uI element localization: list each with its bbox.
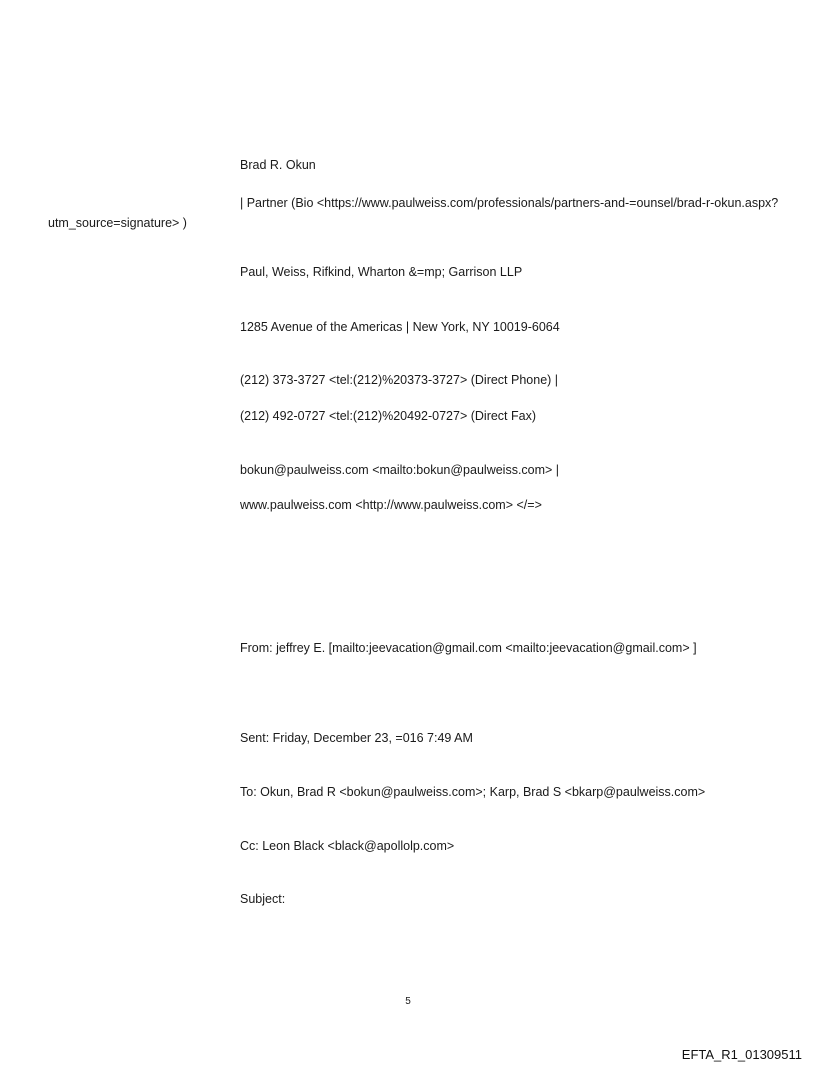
- signature-title-line: [48, 193, 788, 233]
- email-to: To: Okun, Brad R <bokun@paulweiss.com>; Karp, Brad S <bkarp@paulweiss.com>: [240, 785, 706, 799]
- signature-fax: (212) 492-0727 <tel:(212)%20492-0727> (Direct Fax): [240, 409, 537, 423]
- page-number: 5: [405, 996, 411, 1007]
- document-id: EFTA_R1_01309511: [681, 1047, 802, 1062]
- signature-name: Brad R. Okun: [240, 158, 316, 172]
- signature-title-text: | Partner (Bio <https://www.paulweiss.com/professionals/partners-and-=ounsel/brad-r-okun.aspx?utm_source=signature> ): [48, 196, 779, 230]
- email-from: From: jeffrey E. [mailto:jeevacation@gmail.com <mailto:jeevacation@gmail.com> ]: [240, 641, 697, 655]
- email-cc: Cc: Leon Black <black@apollolp.com>: [240, 839, 455, 853]
- signature-firm: Paul, Weiss, Rifkind, Wharton &=mp; Garrison LLP: [240, 265, 523, 279]
- signature-address: 1285 Avenue of the Americas | New York, NY 10019-6064: [240, 320, 560, 334]
- email-sent: Sent: Friday, December 23, =016 7:49 AM: [240, 731, 473, 745]
- email-subject: Subject:: [240, 892, 286, 906]
- signature-phone: (212) 373-3727 <tel:(212)%20373-3727> (Direct Phone) |: [240, 373, 559, 387]
- signature-website: www.paulweiss.com <http://www.paulweiss.com> </=>: [240, 498, 542, 512]
- signature-email: bokun@paulweiss.com <mailto:bokun@paulweiss.com> |: [240, 463, 560, 477]
